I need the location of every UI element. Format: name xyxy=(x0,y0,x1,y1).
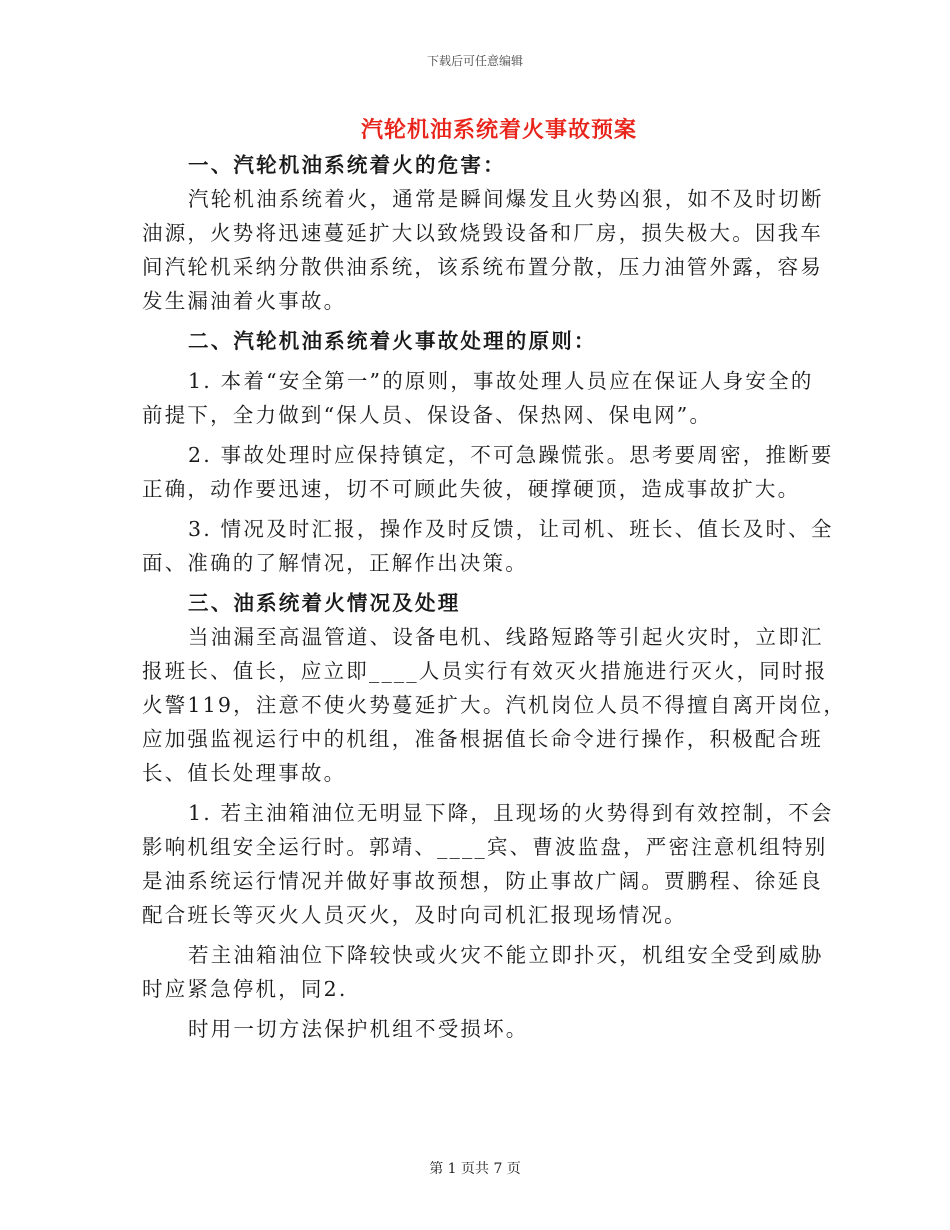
paragraph-line: 时应紧急停机，同2. xyxy=(142,977,348,1001)
document-title: 汽轮机油系统着火事故预案 xyxy=(360,117,637,143)
paragraph-line: 若主油箱油位下降较快或火灾不能立即扑灭，机组安全受到威胁 xyxy=(188,943,824,967)
paragraph-line: 面、准确的了解情况，正解作出决策。 xyxy=(142,551,528,575)
paragraph-line: 当油漏至高温管道、设备电机、线路短路等引起火灾时，立即汇 xyxy=(188,625,824,649)
paragraph-line: 前提下，全力做到“保人员、保设备、保热网、保电网”。 xyxy=(142,403,713,427)
document-body xyxy=(142,148,847,1046)
paragraph-line: 1. 本着“安全第一”的原则，事故处理人员应在保证人身安全的 xyxy=(188,369,814,393)
paragraph-line: 油源，火势将迅速蔓延扩大以致烧毁设备和厂房，损失极大。因我车 xyxy=(142,221,823,245)
paragraph-line: 影响机组安全运行时。郭靖、____宾、曹波监盘，严密注意机组特别 xyxy=(142,835,828,859)
section-heading-1: 一、汽轮机油系统着火的危害： xyxy=(188,153,506,177)
paragraph-line: 正确，动作要迅速，切不可顾此失彼，硬撑硬顶，造成事故扩大。 xyxy=(142,477,801,501)
page-header: 下载后可任意编辑 xyxy=(426,54,523,68)
paragraph-line: 发生漏油着火事故。 xyxy=(142,289,347,313)
paragraph-line: 1. 若主油箱油位无明显下降，且现场的火势得到有效控制，不会 xyxy=(188,801,834,825)
paragraph-line: 长、值长处理事故。 xyxy=(142,761,347,785)
paragraph-line: 应加强监视运行中的机组，准备根据值长命令进行操作，积极配合班 xyxy=(142,727,823,751)
page-footer: 第 1 页共 7 页 xyxy=(429,1161,521,1177)
paragraph-line: 汽轮机油系统着火，通常是瞬间爆发且火势凶狠，如不及时切断 xyxy=(188,187,824,211)
paragraph-line: 间汽轮机采纳分散供油系统，该系统布置分散，压力油管外露，容易 xyxy=(142,255,823,279)
paragraph-line: 配合班长等灭火人员灭火，及时向司机汇报现场情况。 xyxy=(142,903,687,927)
section-heading-3: 三、油系统着火情况及处理 xyxy=(188,591,461,615)
paragraph-line: 火警119，注意不使火势蔓延扩大。汽机岗位人员不得擅自离开岗位， xyxy=(142,693,847,717)
paragraph-line: 是油系统运行情况并做好事故预想，防止事故广阔。贾鹏程、徐延良 xyxy=(142,869,823,893)
paragraph-line: 时用一切方法保护机组不受损坏。 xyxy=(188,1017,529,1041)
section-heading-2: 二、汽轮机油系统着火事故处理的原则： xyxy=(188,329,597,353)
paragraph-line: 3. 情况及时汇报，操作及时反馈，让司机、班长、值长及时、全 xyxy=(188,517,834,541)
paragraph-line: 2. 事故处理时应保持镇定，不可急躁慌张。思考要周密，推断要 xyxy=(188,443,834,467)
paragraph-line: 报班长、值长，应立即____人员实行有效灭火措施进行灭火，同时报 xyxy=(142,659,828,683)
